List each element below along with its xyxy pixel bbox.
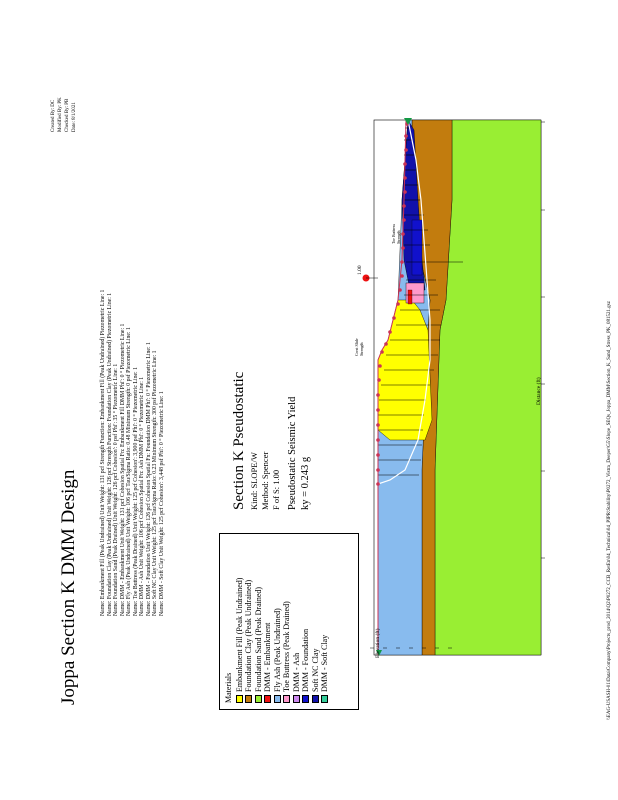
legend-item (311, 578, 321, 703)
fos-marker-label: 1.00 (357, 265, 363, 275)
analysis-kind: Kind: SLOPE/W (249, 452, 259, 510)
crest-strength-label: Crest Slide Strength (354, 338, 364, 356)
page-title: Joppa Section K DMM Design (58, 469, 79, 705)
legend-swatch (293, 695, 300, 703)
y-axis-label: Elevation (ft) (375, 628, 381, 658)
x-axis-label: Distance (ft) (536, 377, 542, 405)
surface-point (401, 232, 405, 236)
material-property-line: Name: Foundation Sand (Peak Drained) Unit Weight: 126 pcf Cohesion': 0 psf Phi': 35 ° Piezometric Line: 1 (113, 363, 120, 616)
material-property-line: Name: Toe Buttress (Peak Drained) Unit Weight: 125 pcf Cohesion': 3,900 psf Phi': 0 ° Piezometric Line: 1 (132, 366, 139, 616)
legend-items (235, 578, 330, 703)
surface-point (401, 246, 405, 250)
material-property-line: Name: Soft NC Clay Unit Weight: 125 pcf Tau/Sigma Ratio: 0.23 Minimum Strength: 300 psf Piezometric Line: 1 (152, 350, 159, 616)
legend-item (273, 578, 283, 703)
legend-swatch (283, 695, 290, 703)
surface-point (398, 288, 402, 292)
surface-point (377, 378, 381, 382)
surface-point (388, 330, 392, 334)
surface-point (376, 482, 380, 486)
ky-value: ky = 0.243 g (300, 456, 311, 510)
legend-item (235, 578, 245, 703)
surface-point (378, 364, 382, 368)
factor-of-safety: F of S: 1.00 (271, 469, 281, 510)
surface-point (400, 274, 404, 278)
legend-swatch (264, 695, 271, 703)
legend-title: Materials (224, 672, 233, 703)
yield-label: Pseudostatic Seismic Yield (287, 396, 298, 510)
legend-label: Soft NC Clay (310, 648, 320, 692)
legend-swatch (312, 695, 319, 703)
material-property-line: Name: Foundation Clay (Peak Undrained) Unit Weight: 126 pcf Strength Function: Foundation Clay (Peak Undrained) Piezometric Line: 1 (106, 292, 113, 616)
x-axis-ticks (541, 122, 545, 558)
surface-point (392, 316, 396, 320)
surface-point (403, 162, 407, 166)
analysis-summary (230, 372, 312, 510)
analysis-method: Method: Spencer (260, 451, 270, 510)
legend-item (282, 578, 292, 703)
legend-item (244, 578, 254, 703)
surface-point (380, 350, 384, 354)
legend-label: Embankment Fill (Peak Undrained) (234, 577, 244, 692)
legend-swatch (245, 695, 252, 703)
legend-label: Toe Buttress (Peak Drained) (282, 601, 291, 692)
legend-item (301, 578, 311, 703)
material-property-line: Name: DMM - Soft Clay Unit Weight: 125 pcf Cohesion': 3,448 psf Phi': 0 ° Piezometric Line: 1 (158, 391, 165, 616)
materials-legend (224, 578, 330, 703)
legend-item (320, 578, 330, 703)
dmm-embankment-block (408, 290, 412, 304)
material-property-line: Name: Embankment Fill (Peak Undrained) Unit Weight: 131 pcf Strength Function: Embankment Fill (Peak Undrained) Piezometric Line: 1 (100, 289, 106, 616)
stamp-line: Date: 8/1/2021 (72, 102, 77, 132)
material-property-line: Name: DMM - Ash Unit Weight: 106 pcf Cohesion Spatial Fn: Ash DMM Phi': 0 ° Piezometric Line: 1 (139, 376, 146, 616)
legend-label: DMM - Soft Clay (320, 634, 329, 692)
surface-point (376, 393, 380, 397)
legend-label: DMM - Ash (291, 652, 301, 692)
legend-swatch (236, 695, 243, 703)
surface-point (396, 302, 400, 306)
legend-swatch (321, 695, 328, 703)
surface-point (384, 342, 388, 346)
legend-label: DMM - Embankment (263, 622, 272, 692)
legend-swatch (255, 695, 262, 703)
legend-label: Fly Ash (Peak Undrained) (272, 608, 282, 692)
legend-item (254, 578, 264, 703)
legend-label: DMM - Foundation (301, 628, 310, 692)
material-property-line: Name: DMM - Foundation Unit Weight: 126 pcf Cohesion Spatial Fn: Foundation DMM Phi': 0 ° Piezometric Line: 1 (145, 342, 152, 616)
legend-swatch (302, 695, 309, 703)
revision-stamp (50, 97, 78, 132)
material-property-line: Name: Fly Ash (Peak Undrained) Unit Weight: 106 pcf Tau/Sigma Ratio: 0.48 Minimum Strength: 0 psf Piezometric Line: 1 (126, 327, 133, 616)
surface-point (400, 260, 404, 264)
legend-label: Foundation Sand (Peak Drained) (253, 586, 263, 692)
stamp-line: Created By: DC (51, 99, 56, 132)
buttress-strength-label: Toe Buttress Strength (391, 223, 401, 244)
dmm-foundation-block (412, 220, 422, 275)
surface-point (376, 438, 380, 442)
section-name: Section K Pseudostatic (231, 371, 247, 510)
surface-point (376, 468, 380, 472)
legend-item (263, 578, 273, 703)
stamp-line: Modified By: PK (58, 97, 63, 132)
material-property-line: Name: DMM - Embankment Unit Weight: 131 pcf Cohesion Spatial Fn: Embankment Fill DMM Phi': 0 ° Piezometric Line: 1 (119, 323, 126, 616)
surface-point (402, 204, 406, 208)
surface-point (402, 218, 406, 222)
surface-point (376, 408, 380, 412)
stamp-line: Checked By: PB (65, 98, 70, 132)
legend-swatch (274, 695, 281, 703)
surface-point (403, 190, 407, 194)
surface-point (404, 148, 408, 152)
legend-item (292, 578, 302, 703)
surface-point (376, 423, 380, 427)
surface-point (403, 176, 407, 180)
surface-point (376, 453, 380, 457)
surface-point (404, 134, 408, 138)
legend-label: Foundation Clay (Peak Undrained) (244, 579, 253, 692)
file-path: \\EAG-USASH-01\Data\Company\Projects_prod_2014\Q2\P0272_CCB_RetEn\04_Technical\04_PIPR\Stability\P0272_Vistra_Deeper\G5\Slope_SEQs_Joppa_DMM\Section_K_Sand_Stress_PK_081521.gsz (607, 301, 612, 720)
material-properties-list (100, 290, 165, 616)
